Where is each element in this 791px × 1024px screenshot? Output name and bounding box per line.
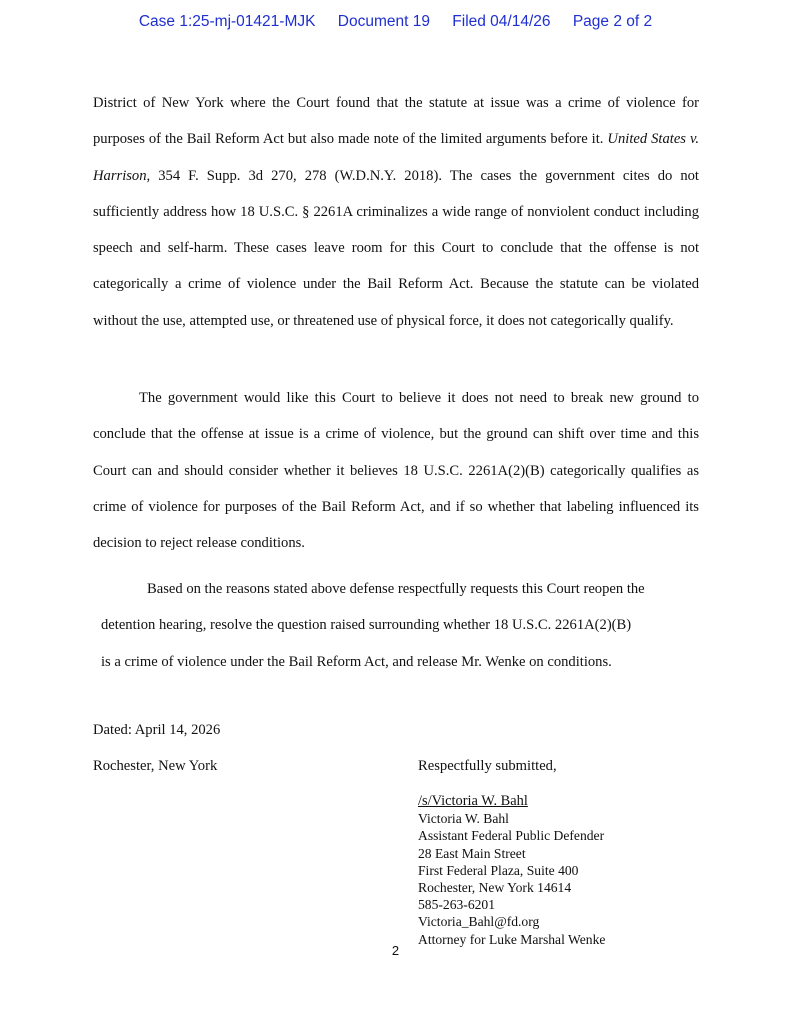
address-line-1: 28 East Main Street [418, 845, 526, 861]
attorney-role: Attorney for Luke Marshal Wenke [418, 931, 606, 947]
paragraph-3 [101, 571, 699, 680]
address-line-2: First Federal Plaza, Suite 400 [418, 862, 579, 878]
address-city: Rochester, New York 14614 [418, 880, 572, 896]
signer-title: Assistant Federal Public Defender [418, 828, 605, 844]
paragraph-3-line-2: detention hearing, resolve the question raised surrounding whether 18 U.S.C. 2261A(2)(B) [101, 617, 632, 634]
case-citation: United States v. Harrison [93, 131, 699, 184]
electronic-signature: /s/Victoria W. Bahl [418, 793, 528, 809]
dated-line: Dated: April 14, 2026 [93, 722, 221, 738]
document-number: Document 19 [337, 13, 430, 30]
paragraph-1-text-a: District of New York where the Court found that the statute at issue was a crime of violence for purposes of the Bail Reform Act but also made note of the limited arguments before it. [93, 95, 699, 148]
ecf-header [0, 13, 791, 31]
page-indicator: Page 2 of 2 [572, 13, 653, 30]
email-address: Victoria_Bahl@fd.org [418, 914, 540, 930]
phone-number: 585-263-6201 [418, 897, 496, 913]
paragraph-2: The government would like this Court to believe it does not need to break new ground to conclude that the offense at issue is a crime of violence, but the ground can shift over time and this Court can and should consider whether it believes 18 U.S.C. 2261A(2)(B) categorically qualifies as crime of violence for purposes of the Bail Reform Act, and if so whether that labeling influenced its decision to reject release conditions. [93, 390, 699, 552]
filed-date: Filed 04/14/26 [452, 13, 551, 30]
signature-block [418, 793, 605, 948]
paragraph-1-text-b: , 354 F. Supp. 3d 270, 278 (W.D.N.Y. 2018). The cases the government cites do not sufficiently address how 18 U.S.C. § 2261A criminalizes a wide range of nonviolent conduct including speech and self-harm. These cases leave room for this Court to conclude that the offense is not categorically a crime of violence under the Bail Reform Act. Because the statute can be violated without the use, attempted use, or threatened use of physical force, it does not categorically qualify. [93, 167, 699, 329]
signer-name: Victoria W. Bahl [418, 811, 509, 827]
paragraph-3-line-1: Based on the reasons stated above defense respectfully requests this Court reopen the [147, 581, 645, 597]
closing-line: Respectfully submitted, [418, 758, 557, 774]
location-line: Rochester, New York [93, 758, 218, 774]
page-number: 2 [391, 943, 400, 958]
case-number: Case 1:25-mj-01421-MJK [138, 13, 316, 30]
paragraph-1 [93, 85, 699, 339]
paragraph-3-line-3: is a crime of violence under the Bail Reform Act, and release Mr. Wenke on conditions. [101, 653, 612, 670]
